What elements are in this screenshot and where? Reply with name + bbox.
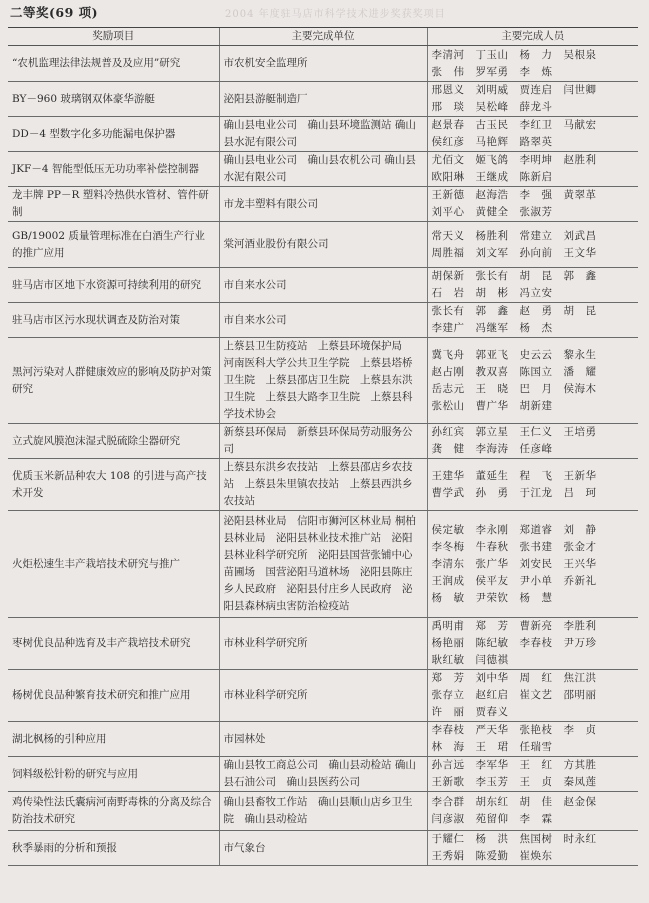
people-line: 欧阳琳 王继成 陈新启 — [431, 171, 553, 183]
people-line: 张 伟 罗军勇 李 炼 — [431, 65, 553, 78]
project-cell: BY－960 玻璃钢双体豪华游艇 — [8, 82, 219, 117]
project-cell: 驻马店市区地下水资源可持续利用的研究 — [8, 268, 219, 303]
project-cell: 湖北枫杨的引种应用 — [8, 722, 219, 757]
people-line: 杨艳丽 陈纪敏 李春枝 尹万珍 — [431, 637, 597, 649]
people-line: 于耀仁 杨 洪 焦国树 时永红 — [431, 833, 597, 845]
people-line: 邢 琰 吴松峰 薛龙斗 — [431, 101, 553, 113]
unit-cell: 泌阳县林业局 信阳市狮河区林业局 桐柏县林业局 泌阳县林业技术推广站 泌阳县林业科学研究所 泌阳县国营张铺中心苗圃场 国营泌阳马道林场 泌阳县陈庄乡人民政府 泌阳县付庄乡人民政府 泌阳县森林病虫害防治检疫站 — [219, 511, 427, 618]
people-line: 许 丽 贾春义 — [431, 706, 509, 718]
project-cell: 驻马店市区污水现状调查及防治对策 — [8, 303, 219, 338]
column-header-project: 奖励项目 — [8, 28, 219, 46]
people-cell — [427, 618, 638, 670]
unit-cell: 泌阳县游艇制造厂 — [219, 82, 427, 117]
people-line: 张松山 曹广华 胡新建 — [431, 399, 553, 412]
people-cell — [427, 152, 638, 187]
people-cell — [427, 670, 638, 722]
people-cell — [427, 222, 638, 268]
unit-cell: 市龙丰塑料有限公司 — [219, 187, 427, 222]
table-row — [8, 268, 638, 303]
table-row — [8, 187, 638, 222]
people-line: 张长有 郭 鑫 赵 勇 胡 昆 — [431, 305, 597, 317]
people-line: 李清河 丁玉山 杨 力 吴根泉 — [431, 48, 597, 61]
people-cell — [427, 757, 638, 792]
unit-cell: 上蔡县东洪乡农技站 上蔡县邵店乡农技站 上蔡县朱里镇农技站 上蔡县西洪乡农技站 — [219, 459, 427, 511]
people-line: 张存立 赵红启 崔文艺 邵明丽 — [431, 689, 597, 701]
people-line: 闫彦淑 苑留仰 李 霖 — [431, 813, 553, 825]
people-line: 李冬梅 牛春秋 张书建 张金才 — [431, 540, 597, 553]
column-header-people: 主要完成人员 — [427, 28, 638, 46]
unit-cell: 市农机安全监理所 — [219, 46, 427, 82]
people-cell — [427, 511, 638, 618]
people-line: 石 岩 胡 彬 冯立安 — [431, 287, 553, 299]
people-line: 龚 健 李海涛 任彦峰 — [431, 443, 553, 455]
project-cell: 杨树优良品种繁育技术研究和推广应用 — [8, 670, 219, 722]
people-line: 尤佰文 姬飞鸽 李明坤 赵胜利 — [431, 154, 597, 166]
table-row — [8, 670, 638, 722]
project-cell: 优质玉米新品种农大 108 的引进与高产技术开发 — [8, 459, 219, 511]
people-cell — [427, 722, 638, 757]
people-cell — [427, 831, 638, 866]
people-line: 林 海 王 珺 任瑞雪 — [431, 741, 553, 753]
column-header-unit: 主要完成单位 — [219, 28, 427, 46]
table-row — [8, 152, 638, 187]
people-line: 邢恩义 刘明威 贾连启 闫世卿 — [431, 84, 597, 96]
unit-cell: 新蔡县环保局 新蔡县环保局劳动服务公司 — [219, 424, 427, 459]
project-cell: 枣树优良品种选育及丰产栽培技术研究 — [8, 618, 219, 670]
project-cell: 龙丰牌 PP－R 塑料冷热供水管材、管件研制 — [8, 187, 219, 222]
people-cell — [427, 459, 638, 511]
people-line: 王建华 董延生 程 飞 王新华 — [431, 469, 597, 482]
project-cell: “农机监理法律法规普及及应用”研究 — [8, 46, 219, 82]
table-row — [8, 424, 638, 459]
table-row — [8, 618, 638, 670]
people-line: 郑 芳 刘中华 周 红 焦江洪 — [431, 672, 597, 684]
table-row — [8, 303, 638, 338]
people-line: 王新德 赵海浩 李 强 黄翠革 — [431, 189, 597, 201]
people-line: 王秀娟 陈爱勤 崔焕东 — [431, 850, 553, 862]
table-row — [8, 511, 638, 618]
people-line: 王新歌 李玉芳 王 贞 秦凤莲 — [431, 776, 597, 788]
people-cell — [427, 82, 638, 117]
people-line: 李清东 张广华 刘安民 王兴华 — [431, 557, 597, 570]
project-cell: DD－4 型数字化多功能漏电保护器 — [8, 117, 219, 152]
table-row — [8, 831, 638, 866]
people-line: 孙红宾 郭立星 王仁义 王培勇 — [431, 426, 597, 438]
people-line: 刘平心 黄健全 张淑芳 — [431, 206, 553, 218]
table-row — [8, 222, 638, 268]
people-line: 侯红彦 马艳辉 路翠英 — [431, 136, 553, 148]
table-row — [8, 459, 638, 511]
people-line: 赵占刚 教双喜 陈国立 潘 耀 — [431, 365, 597, 378]
people-line: 耿红敏 闫德祺 — [431, 654, 509, 666]
people-line: 杨 敏 尹荣钦 杨 慧 — [431, 591, 553, 604]
people-cell — [427, 46, 638, 82]
unit-cell: 确山县牧工商总公司 确山县动检站 确山县石油公司 确山县医药公司 — [219, 757, 427, 792]
people-line: 李建广 冯继军 杨 杰 — [431, 322, 553, 334]
people-line: 李合群 胡东红 胡 佳 赵金保 — [431, 796, 597, 808]
people-line: 王润成 侯平友 尹小单 乔新礼 — [431, 574, 597, 587]
project-cell: 秋季暴雨的分析和预报 — [8, 831, 219, 866]
people-line: 岳志元 王 晓 巴 月 侯海木 — [431, 382, 597, 395]
people-line: 曹学武 孙 勇 于江龙 吕 珂 — [431, 486, 597, 499]
unit-cell: 市林业科学研究所 — [219, 670, 427, 722]
unit-cell: 棠河酒业股份有限公司 — [219, 222, 427, 268]
table-header-row — [8, 28, 638, 46]
people-line: 孙言远 李军华 王 红 方其胜 — [431, 759, 597, 771]
project-cell: 鸡传染性法氏囊病河南野毒株的分离及综合防治技术研究 — [8, 792, 219, 831]
unit-cell: 确山县畜牧工作站 确山县顺山店乡卫生院 确山县动检站 — [219, 792, 427, 831]
project-cell: 饲料级松针粉的研究与应用 — [8, 757, 219, 792]
people-line: 赵景春 古玉民 李红卫 马献宏 — [431, 119, 597, 131]
people-cell — [427, 117, 638, 152]
people-line: 冀飞舟 郭亚飞 史云云 黎永生 — [431, 348, 597, 361]
section-heading: 二等奖(69 项) — [10, 5, 99, 20]
table-row — [8, 722, 638, 757]
unit-cell: 市气象台 — [219, 831, 427, 866]
project-cell: GB/19002 质量管理标准在白酒生产行业的推广应用 — [8, 222, 219, 268]
project-cell: JKF－4 智能型低压无功功率补偿控制器 — [8, 152, 219, 187]
table-row — [8, 117, 638, 152]
unit-cell: 确山县电业公司 确山县农机公司 确山县水泥有限公司 — [219, 152, 427, 187]
project-cell: 火炬松速生丰产栽培技术研究与推广 — [8, 511, 219, 618]
people-cell — [427, 303, 638, 338]
people-cell — [427, 187, 638, 222]
table-row — [8, 82, 638, 117]
people-line: 常天义 杨胜利 常建立 刘武昌 — [431, 229, 597, 242]
project-cell: 立式旋风膜泡沫湿式脱硫除尘器研究 — [8, 424, 219, 459]
unit-cell: 市自来水公司 — [219, 268, 427, 303]
people-cell — [427, 338, 638, 424]
people-line: 侯定敏 李永刚 郑道睿 刘 静 — [431, 523, 597, 536]
award-table — [8, 27, 638, 866]
unit-cell: 市园林处 — [219, 722, 427, 757]
project-cell: 黑河污染对人群健康效应的影响及防护对策研究 — [8, 338, 219, 424]
people-cell — [427, 792, 638, 831]
unit-cell: 市林业科学研究所 — [219, 618, 427, 670]
table-row — [8, 792, 638, 831]
unit-cell: 上蔡县卫生防疫站 上蔡县环境保护局 河南医科大学公共卫生学院 上蔡县塔桥卫生院 上蔡县邵店卫生院 上蔡县东洪卫生院 上蔡县大路李卫生院 上蔡县科学技术协会 — [219, 338, 427, 424]
unit-cell: 市自来水公司 — [219, 303, 427, 338]
people-cell — [427, 268, 638, 303]
people-line: 禹明甫 郑 芳 曹新亮 李胜利 — [431, 620, 597, 632]
table-row — [8, 46, 638, 82]
faint-running-header: 2004 年度驻马店市科学技术进步奖获奖项目 — [225, 9, 446, 20]
award-table-body — [8, 46, 638, 866]
people-line: 李春枝 严天华 张艳枝 李 贞 — [431, 724, 597, 736]
table-row — [8, 757, 638, 792]
people-line: 胡保新 张长有 胡 昆 郭 鑫 — [431, 270, 597, 282]
people-line: 周胜福 刘文军 孙向前 王文华 — [431, 246, 597, 259]
unit-cell: 确山县电业公司 确山县环境监测站 确山县水泥有限公司 — [219, 117, 427, 152]
table-row — [8, 338, 638, 424]
people-cell — [427, 424, 638, 459]
